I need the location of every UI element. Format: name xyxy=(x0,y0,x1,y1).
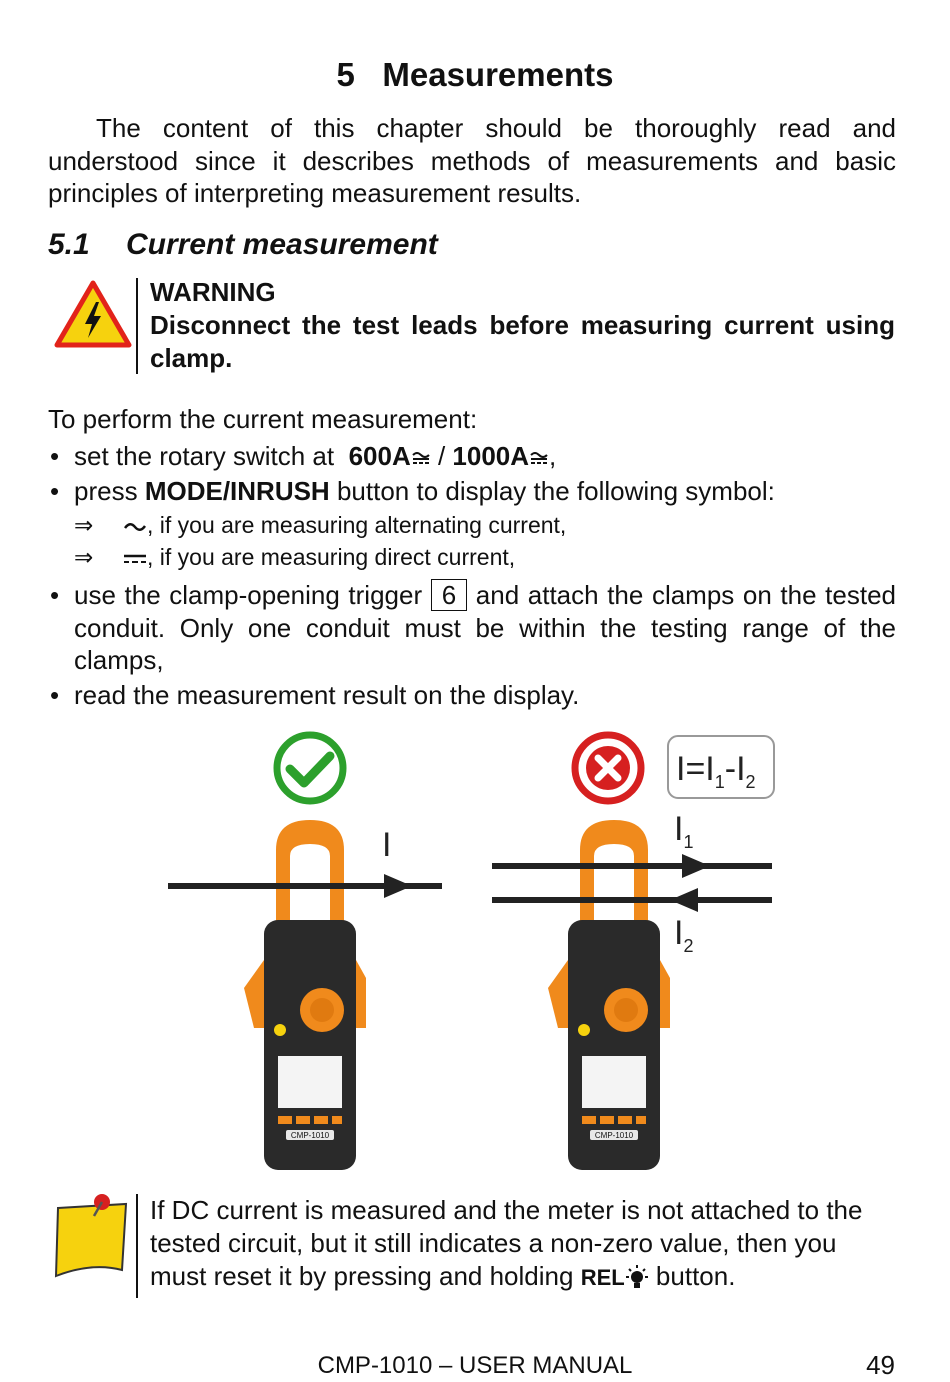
footer-title: CMP-1010 – USER MANUAL xyxy=(317,1352,633,1379)
trigger-number-box: 6 xyxy=(431,579,467,611)
list-item-text: use the clamp-opening trigger xyxy=(74,580,423,610)
page-number: 49 xyxy=(866,1350,895,1380)
list-item xyxy=(48,579,896,677)
ac-symbol-icon xyxy=(123,520,147,534)
chapter-name: Measurements xyxy=(382,56,614,93)
current-arrow-1 xyxy=(682,854,710,878)
section-number: 5.1 xyxy=(48,228,90,261)
mode-inrush-button-label: MODE/INRUSH xyxy=(144,476,330,506)
note-text-end: button. xyxy=(655,1261,736,1291)
correct-usage-illustration xyxy=(244,735,366,1170)
ac-dc-symbol-icon xyxy=(411,451,431,465)
note-divider xyxy=(136,1194,138,1298)
list-item xyxy=(48,475,896,509)
bullet: • xyxy=(50,679,60,710)
warning-box xyxy=(150,276,895,375)
list-item-text: and attach the clamps on the tested conduit. Only one conduit must be within the testing range of the clamps, xyxy=(74,580,896,675)
list-item xyxy=(48,679,896,712)
punctuation: , xyxy=(549,441,557,471)
separator: / xyxy=(437,441,446,471)
clamp-meter-left xyxy=(244,820,366,1170)
formula-text: $I=I_1-I_2$ xyxy=(676,750,756,792)
chapter-title xyxy=(0,56,950,94)
current-arrow-2 xyxy=(670,888,698,912)
procedure-list xyxy=(48,440,896,711)
meter-model-label: CMP-1010 xyxy=(290,1131,330,1140)
list-item xyxy=(48,440,896,475)
dc-symbol-icon xyxy=(123,553,147,565)
warning-body: Disconnect the test leads before measuring current using clamp. xyxy=(150,310,895,373)
current-arrow xyxy=(384,874,412,898)
list-item-text: read the measurement result on the display. xyxy=(74,679,580,710)
intro-paragraph: The content of this chapter should be thoroughly read and understood since it describes methods of measurements and basic principles of interpreting measurement results. xyxy=(48,113,896,208)
incorrect-usage-illustration xyxy=(548,735,670,1170)
note-text: If DC current is measured and the meter is not attached to the tested circuit, but it still indicates a non-zero value, then you must reset it by pressing and holding xyxy=(150,1195,863,1291)
list-item-text: button to display the following symbol: xyxy=(336,476,775,506)
bullet: • xyxy=(50,580,60,610)
sub-item xyxy=(48,541,896,573)
warning-divider xyxy=(136,278,138,374)
rel-button-label: REL xyxy=(580,1265,625,1290)
bullet: • xyxy=(50,441,60,471)
sub-item-text: , if you are measuring direct current, xyxy=(147,544,516,570)
chapter-number: 5 xyxy=(336,56,355,93)
section-name: Current measurement xyxy=(126,228,438,261)
implies-arrow: ⇒ xyxy=(74,512,94,538)
backlight-bulb-icon xyxy=(625,1265,649,1291)
high-voltage-warning-icon xyxy=(54,280,132,348)
current-label: I xyxy=(382,826,392,864)
meter-model-label: CMP-1010 xyxy=(594,1131,634,1140)
sub-item-text: , if you are measuring alternating current, xyxy=(147,512,567,538)
current-label-1: $I_1$ xyxy=(674,810,694,852)
list-item-text: press xyxy=(74,476,138,506)
implies-arrow: ⇒ xyxy=(74,544,94,570)
note-pin-icon xyxy=(52,1190,132,1280)
range-600a: 600A xyxy=(348,441,411,471)
sub-item xyxy=(48,509,896,541)
ac-dc-symbol-icon xyxy=(529,451,549,465)
list-item-text: set the rotary switch at xyxy=(74,441,335,471)
range-1000a: 1000A xyxy=(452,441,530,471)
clamp-usage-figure xyxy=(160,728,790,1180)
section-title xyxy=(48,228,438,262)
clamp-meter-right xyxy=(548,820,670,1170)
current-label-2: $I_2$ xyxy=(674,914,694,956)
bullet: • xyxy=(50,476,60,506)
warning-heading: WARNING xyxy=(150,277,276,307)
procedure-lead: To perform the current measurement: xyxy=(48,404,478,434)
note-box xyxy=(150,1194,898,1294)
